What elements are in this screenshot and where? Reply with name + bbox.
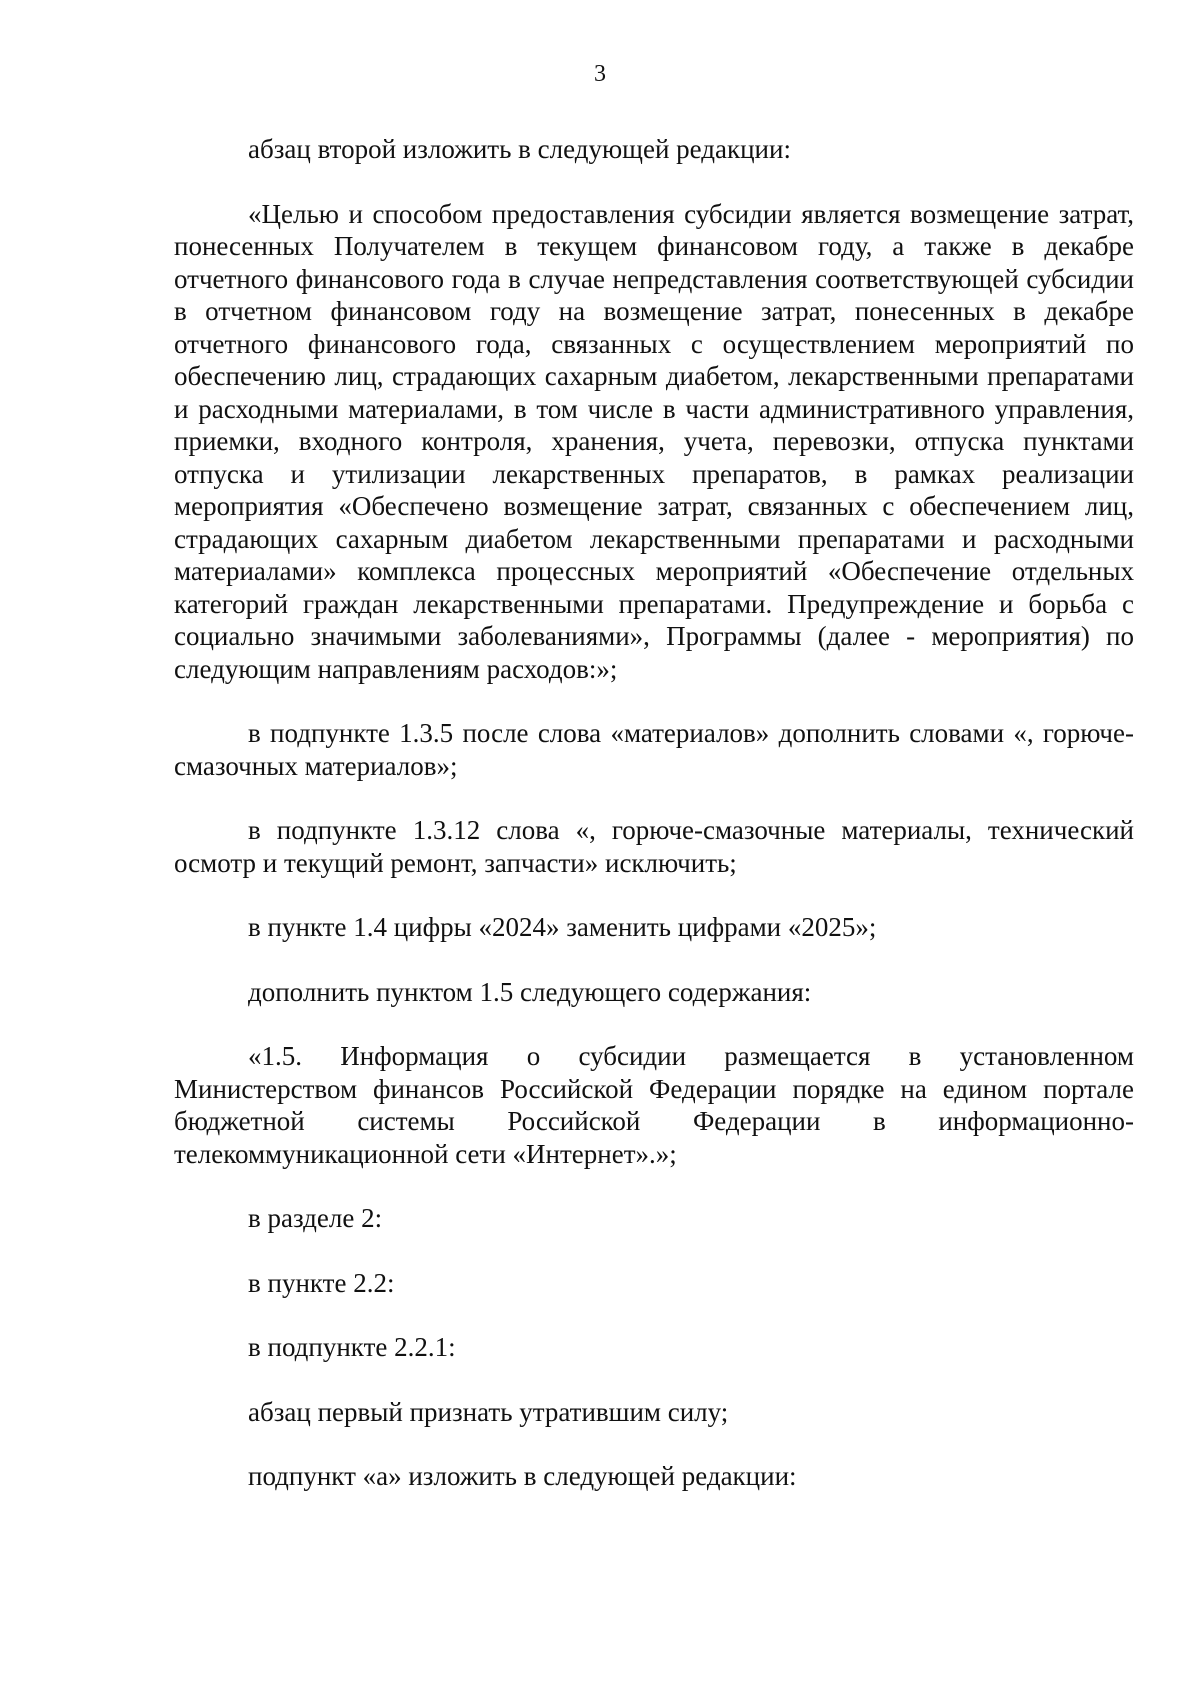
paragraph-6: дополнить пунктом 1.5 следующего содержания:	[248, 976, 812, 1007]
paragraph-9: в пункте 2.2:	[248, 1267, 395, 1298]
paragraph-5: в пункте 1.4 цифры «2024» заменить цифрами «2025»;	[248, 912, 877, 942]
paragraph-12: подпункт «а» изложить в следующей редакции:	[248, 1461, 797, 1491]
page-number: 3	[594, 61, 606, 87]
paragraph-11: абзац первый признать утратившим силу;	[248, 1396, 729, 1427]
paragraph-1: абзац второй изложить в следующей редакции:	[248, 134, 791, 164]
paragraph-7: «1.5. Информация о субсидии размещается в установленном Министерством финансов Российской Федерации порядке на едином портале бюджетной системы Российской Федерации в информационно-телекоммуникационной сети «Интернет».»;	[174, 1041, 1134, 1169]
paragraph-3: в подпункте 1.3.5 после слова «материалов» дополнить словами «, горюче-смазочных материалов»;	[174, 718, 1134, 781]
paragraph-2: «Целью и способом предоставления субсидии является возмещение затрат, понесенных Получателем в текущем финансовом году, а также в декабре отчетного финансового года в случае непредставления соответствующей субсидии в отчетном финансовом году на возмещение затрат, понесенных в декабре отчетного финансового года, связанных с осуществлением мероприятий по обеспечению лиц, страдающих сахарным диабетом, лекарственными препаратами и расходными материалами, в том числе в части административного управления, приемки, входного контроля, хранения, учета, перевозки, отпуска пунктами отпуска и утилизации лекарственных препаратов, в рамках реализации мероприятия «Обеспечено возмещение затрат, связанных с обеспечением лиц, страдающих сахарным диабетом лекарственными препаратами и расходными материалами» комплекса процессных мероприятий «Обеспечение отдельных категорий граждан лекарственными препаратами. Предупреждение и борьба с социально значимыми заболеваниями», Программы (далее - мероприятия) по следующим направлениям расходов:»;	[174, 198, 1134, 684]
document-body	[174, 133, 1134, 1493]
paragraph-8: в разделе 2:	[248, 1203, 383, 1233]
paragraph-10: в подпункте 2.2.1:	[248, 1332, 456, 1362]
paragraph-4: в подпункте 1.3.12 слова «, горюче-смазочные материалы, технический осмотр и текущий ремонт, запчасти» исключить;	[174, 815, 1134, 878]
